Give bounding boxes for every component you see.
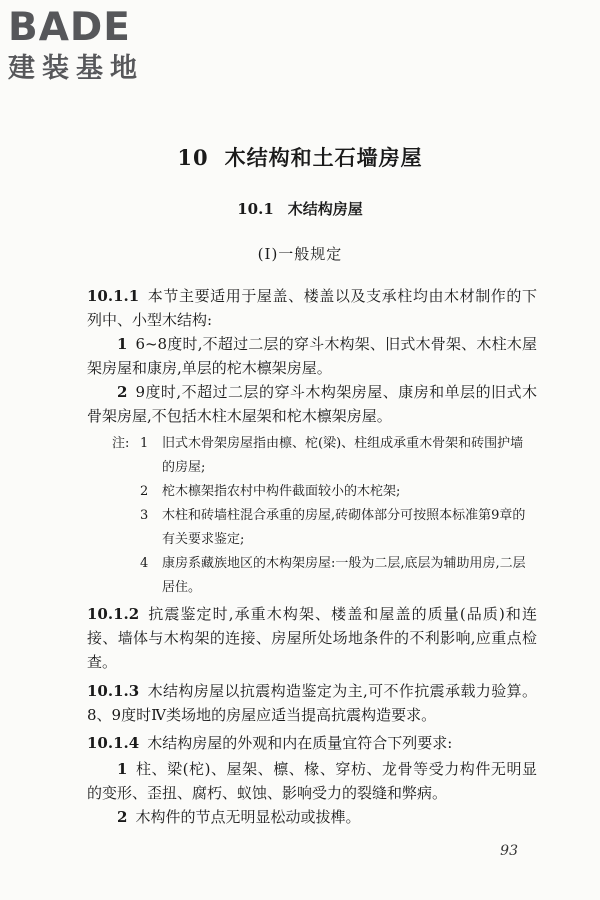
section-title: 木结构房屋 xyxy=(287,200,363,218)
note-text: 旧式木骨架房屋指由檩、柁(梁)、柱组成承重木骨架和砖围护墙的房屋; xyxy=(162,436,524,475)
section-number: 10.1 xyxy=(237,200,274,218)
note-prefix: 注: xyxy=(112,436,130,451)
clause-text: 本节主要适用于屋盖、楼盖以及支承柱均由木材制作的下列中、小型木结构: xyxy=(87,287,537,329)
note-1 xyxy=(112,432,532,480)
item-number: 1 xyxy=(117,760,128,778)
clause-number: 10.1.2 xyxy=(87,605,140,623)
note-text: 柁木檩架指农村中构件截面较小的木柁架; xyxy=(162,484,401,499)
note-number: 4 xyxy=(140,556,149,571)
clause-10-1-4-item-1 xyxy=(87,757,537,805)
item-number: 2 xyxy=(117,383,128,401)
clause-number: 10.1.3 xyxy=(87,682,140,700)
clause-10-1-1-item-2 xyxy=(87,380,537,428)
logo-subtitle: 建装基地 xyxy=(8,53,144,84)
clause-10-1-2 xyxy=(87,602,537,674)
chapter-number: 10 xyxy=(177,145,209,170)
note-text: 木柱和砖墙柱混合承重的房屋,砖砌体部分可按照本标准第9章的有关要求鉴定; xyxy=(162,508,526,547)
subsection-heading: (Ⅰ)一般规定 xyxy=(257,245,343,263)
page-number: 93 xyxy=(500,843,518,859)
chapter-heading xyxy=(0,142,600,172)
note-text: 康房系藏族地区的木构架房屋:一般为二层,底层为辅助用房,二层居住。 xyxy=(162,556,526,595)
note-3 xyxy=(112,504,532,552)
clause-text: 木结构房屋的外观和内在质量宜符合下列要求: xyxy=(147,734,453,752)
clause-number: 10.1.1 xyxy=(87,287,140,305)
note-number: 1 xyxy=(140,436,149,451)
clause-10-1-4-item-2 xyxy=(87,805,537,829)
clause-10-1-4 xyxy=(87,731,537,755)
logo-brand: BADE xyxy=(8,5,131,50)
clause-10-1-1-item-1 xyxy=(87,332,537,380)
clause-10-1-3 xyxy=(87,679,537,727)
note-number: 2 xyxy=(140,484,149,499)
item-text: 木构件的节点无明显松动或拔榫。 xyxy=(135,808,361,826)
clause-text: 木结构房屋以抗震构造鉴定为主,可不作抗震承载力验算。8、9度时Ⅳ类场地的房屋应适当提高抗震构造要求。 xyxy=(87,682,537,724)
chapter-title: 木结构和土石墙房屋 xyxy=(224,145,423,170)
item-number: 2 xyxy=(117,808,128,826)
clause-text: 抗震鉴定时,承重木构架、楼盖和屋盖的质量(品质)和连接、墙体与木构架的连接、房屋所处场地条件的不利影响,应重点检查。 xyxy=(87,605,537,671)
clause-number: 10.1.4 xyxy=(87,734,140,752)
item-text: 9度时,不超过二层的穿斗木构架房屋、康房和单层的旧式木骨架房屋,不包括木柱木屋架和柁木檩架房屋。 xyxy=(87,383,537,425)
section-heading xyxy=(0,198,600,219)
item-text: 6~8度时,不超过二层的穿斗木构架、旧式木骨架、木柱木屋架房屋和康房,单层的柁木檩架房屋。 xyxy=(87,335,537,377)
clause-10-1-1 xyxy=(87,284,537,332)
item-number: 1 xyxy=(117,335,128,353)
note-number: 3 xyxy=(140,508,149,523)
note-4 xyxy=(112,552,532,600)
item-text: 柱、梁(柁)、屋架、檩、椽、穿枋、龙骨等受力构件无明显的变形、歪扭、腐朽、蚁蚀、影响受力的裂缝和弊病。 xyxy=(87,760,537,802)
note-2 xyxy=(112,480,532,504)
